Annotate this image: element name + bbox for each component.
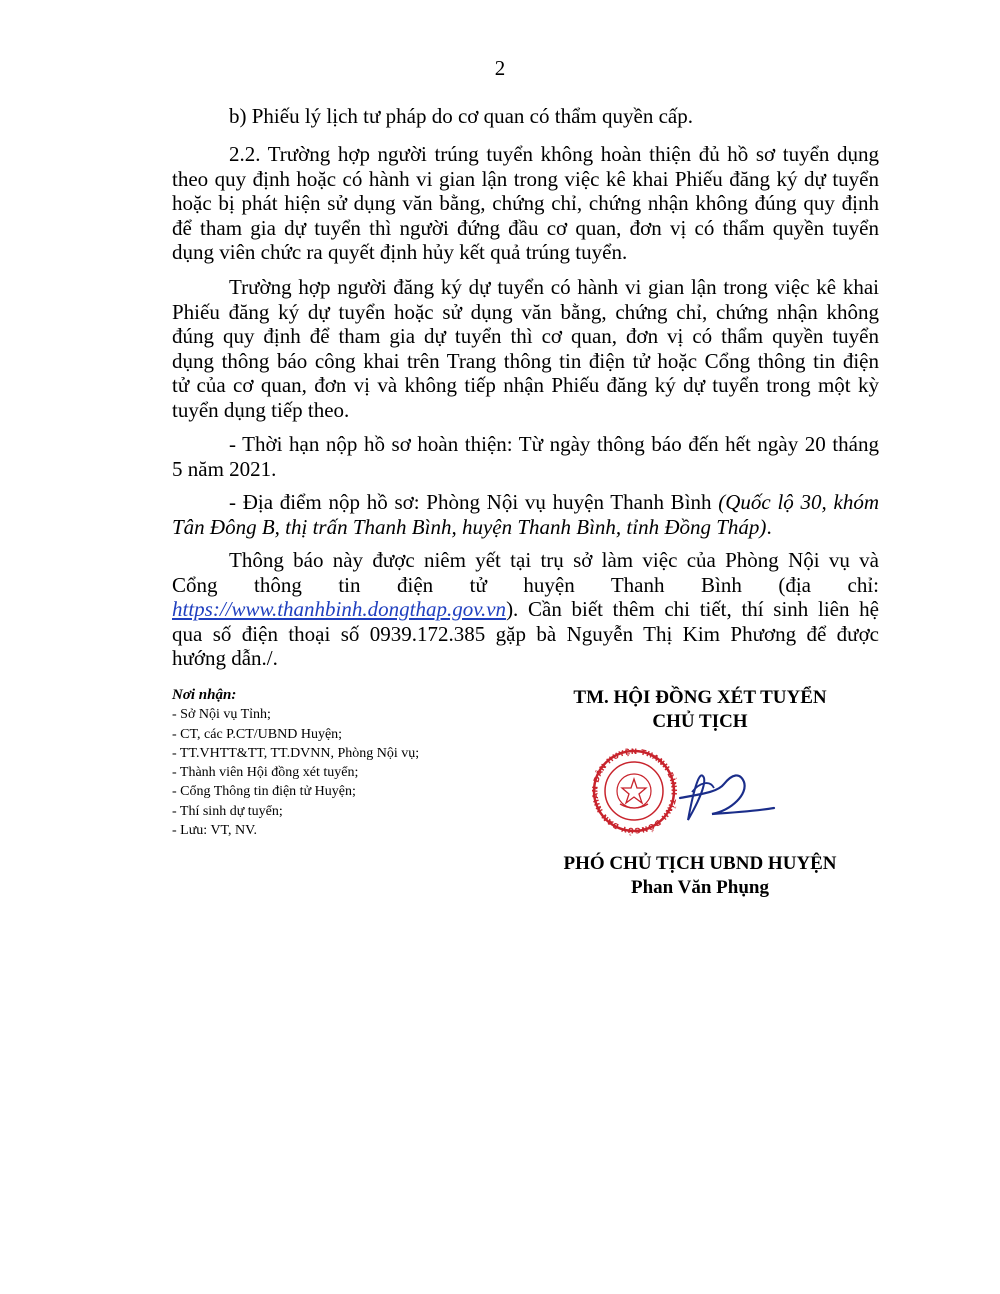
- text-line: Phiếu đăng ký dự tuyển hoặc sử dụng văn bằng, chứng chỉ, chứng nhận không: [172, 299, 879, 324]
- location-label: - Địa điểm nộp hồ sơ: Phòng Nội vụ huyện Thanh Bình: [229, 490, 719, 514]
- text-line: hướng dẫn./.: [172, 646, 278, 670]
- website-link[interactable]: https://www.thanhbinh.dongthap.gov.vn: [172, 597, 507, 621]
- signer-position: PHÓ CHỦ TỊCH UBND HUYỆN: [563, 853, 837, 874]
- location-address-cont: Tân Đông B, thị trấn Thanh Bình, huyện Thanh Bình, tỉnh Đồng Tháp): [172, 514, 767, 539]
- list-item: - Sở Nội vụ Tỉnh;: [172, 707, 271, 723]
- seal-and-signature: [592, 748, 782, 838]
- text-line: [172, 515, 879, 540]
- chairman-title: CHỦ TỊCH: [652, 711, 748, 732]
- text-line: Thông báo này được niêm yết tại trụ sở làm việc của Phòng Nội vụ và: [229, 548, 879, 572]
- paragraph-deadline: [172, 432, 879, 481]
- paragraph-notice-posting: [172, 548, 879, 671]
- text-line: dụng viên chức ra quyết định hủy kết quả trúng tuyển.: [172, 240, 628, 264]
- text-line: b) Phiếu lý lịch tư pháp do cơ quan có thẩm quyền cấp.: [229, 104, 693, 128]
- list-item: - Cổng Thông tin điện tử Huyện;: [172, 784, 356, 800]
- text-line: 5 năm 2021.: [172, 456, 277, 481]
- signer-block: [520, 852, 880, 900]
- text-line: đúng quy định để tham gia dự tuyển thì cơ quan, đơn vị có thẩm quyền tuyển: [172, 324, 879, 348]
- signature-header: [520, 686, 880, 734]
- text-line: - Thời hạn nộp hồ sơ hoàn thiện: Từ ngày thông báo đến hết ngày 20 tháng: [229, 432, 879, 456]
- recipients-heading: Nơi nhận:: [172, 687, 237, 703]
- text-line: theo quy định hoặc có hành vi gian lận trong việc kê khai Phiếu đăng ký dự tuyển: [172, 166, 879, 191]
- paragraph-location: [172, 490, 879, 539]
- text-line: hoặc bị phát hiện sử dụng văn bằng, chứng chỉ, chứng nhận không đúng quy định: [172, 191, 879, 215]
- text-fragment: ). Cần biết thêm chi tiết, thí sinh liên hệ: [506, 597, 879, 621]
- paragraph-fraud-case: [172, 275, 879, 422]
- recipients-list: [172, 686, 512, 840]
- text-line: Cổng thông tin điện tử huyện Thanh Bình (địa chỉ:: [172, 572, 879, 597]
- text-line: [172, 597, 879, 622]
- paragraph-criminal-record: [172, 104, 879, 129]
- punctuation: .: [766, 514, 772, 539]
- text-line: Trường hợp người đăng ký dự tuyển có hành vi gian lận trong việc kê khai: [229, 275, 879, 299]
- list-item: - CT, các P.CT/UBND Huyện;: [172, 726, 343, 742]
- text-line: để tham gia dự tuyển thì người đứng đầu cơ quan, đơn vị có thẩm quyền tuyển: [172, 215, 879, 240]
- text-line: [172, 490, 879, 515]
- signer-name: Phan Văn Phụng: [631, 877, 769, 898]
- list-item: - TT.VHTT&TT, TT.DVNN, Phòng Nội vụ;: [172, 745, 420, 761]
- list-item: - Thành viên Hội đồng xét tuyển;: [172, 765, 359, 781]
- council-title: TM. HỘI ĐỒNG XÉT TUYỂN: [573, 687, 827, 708]
- paragraph-section-2-2: [172, 142, 879, 265]
- text-line: tử của cơ quan, đơn vị và không tiếp nhận Phiếu đăng ký dự tuyển trong một kỳ: [172, 373, 879, 397]
- official-seal-icon: [592, 748, 782, 838]
- page-number: 2: [494, 56, 506, 80]
- list-item: - Thí sinh dự tuyển;: [172, 803, 283, 819]
- text-line: qua số điện thoại số 0939.172.385 gặp bà Nguyễn Thị Kim Phương để được: [172, 621, 879, 646]
- text-line: 2.2. Trường hợp người trúng tuyển không hoàn thiện đủ hồ sơ tuyển dụng: [229, 142, 879, 166]
- text-line: tuyển dụng tiếp theo.: [172, 397, 350, 422]
- location-address: (Quốc lộ 30, khóm: [718, 490, 879, 514]
- recipients-items: [172, 705, 512, 840]
- seal-text: ỦY BAN NH DÂN HUYỆN THANH BÌNH TỈNH ĐỒNG: [592, 748, 679, 836]
- list-item: - Lưu: VT, NV.: [172, 823, 257, 839]
- text-line: dụng thông báo công khai trên Trang thông tin điện tử hoặc Cổng thông tin điện: [172, 348, 879, 373]
